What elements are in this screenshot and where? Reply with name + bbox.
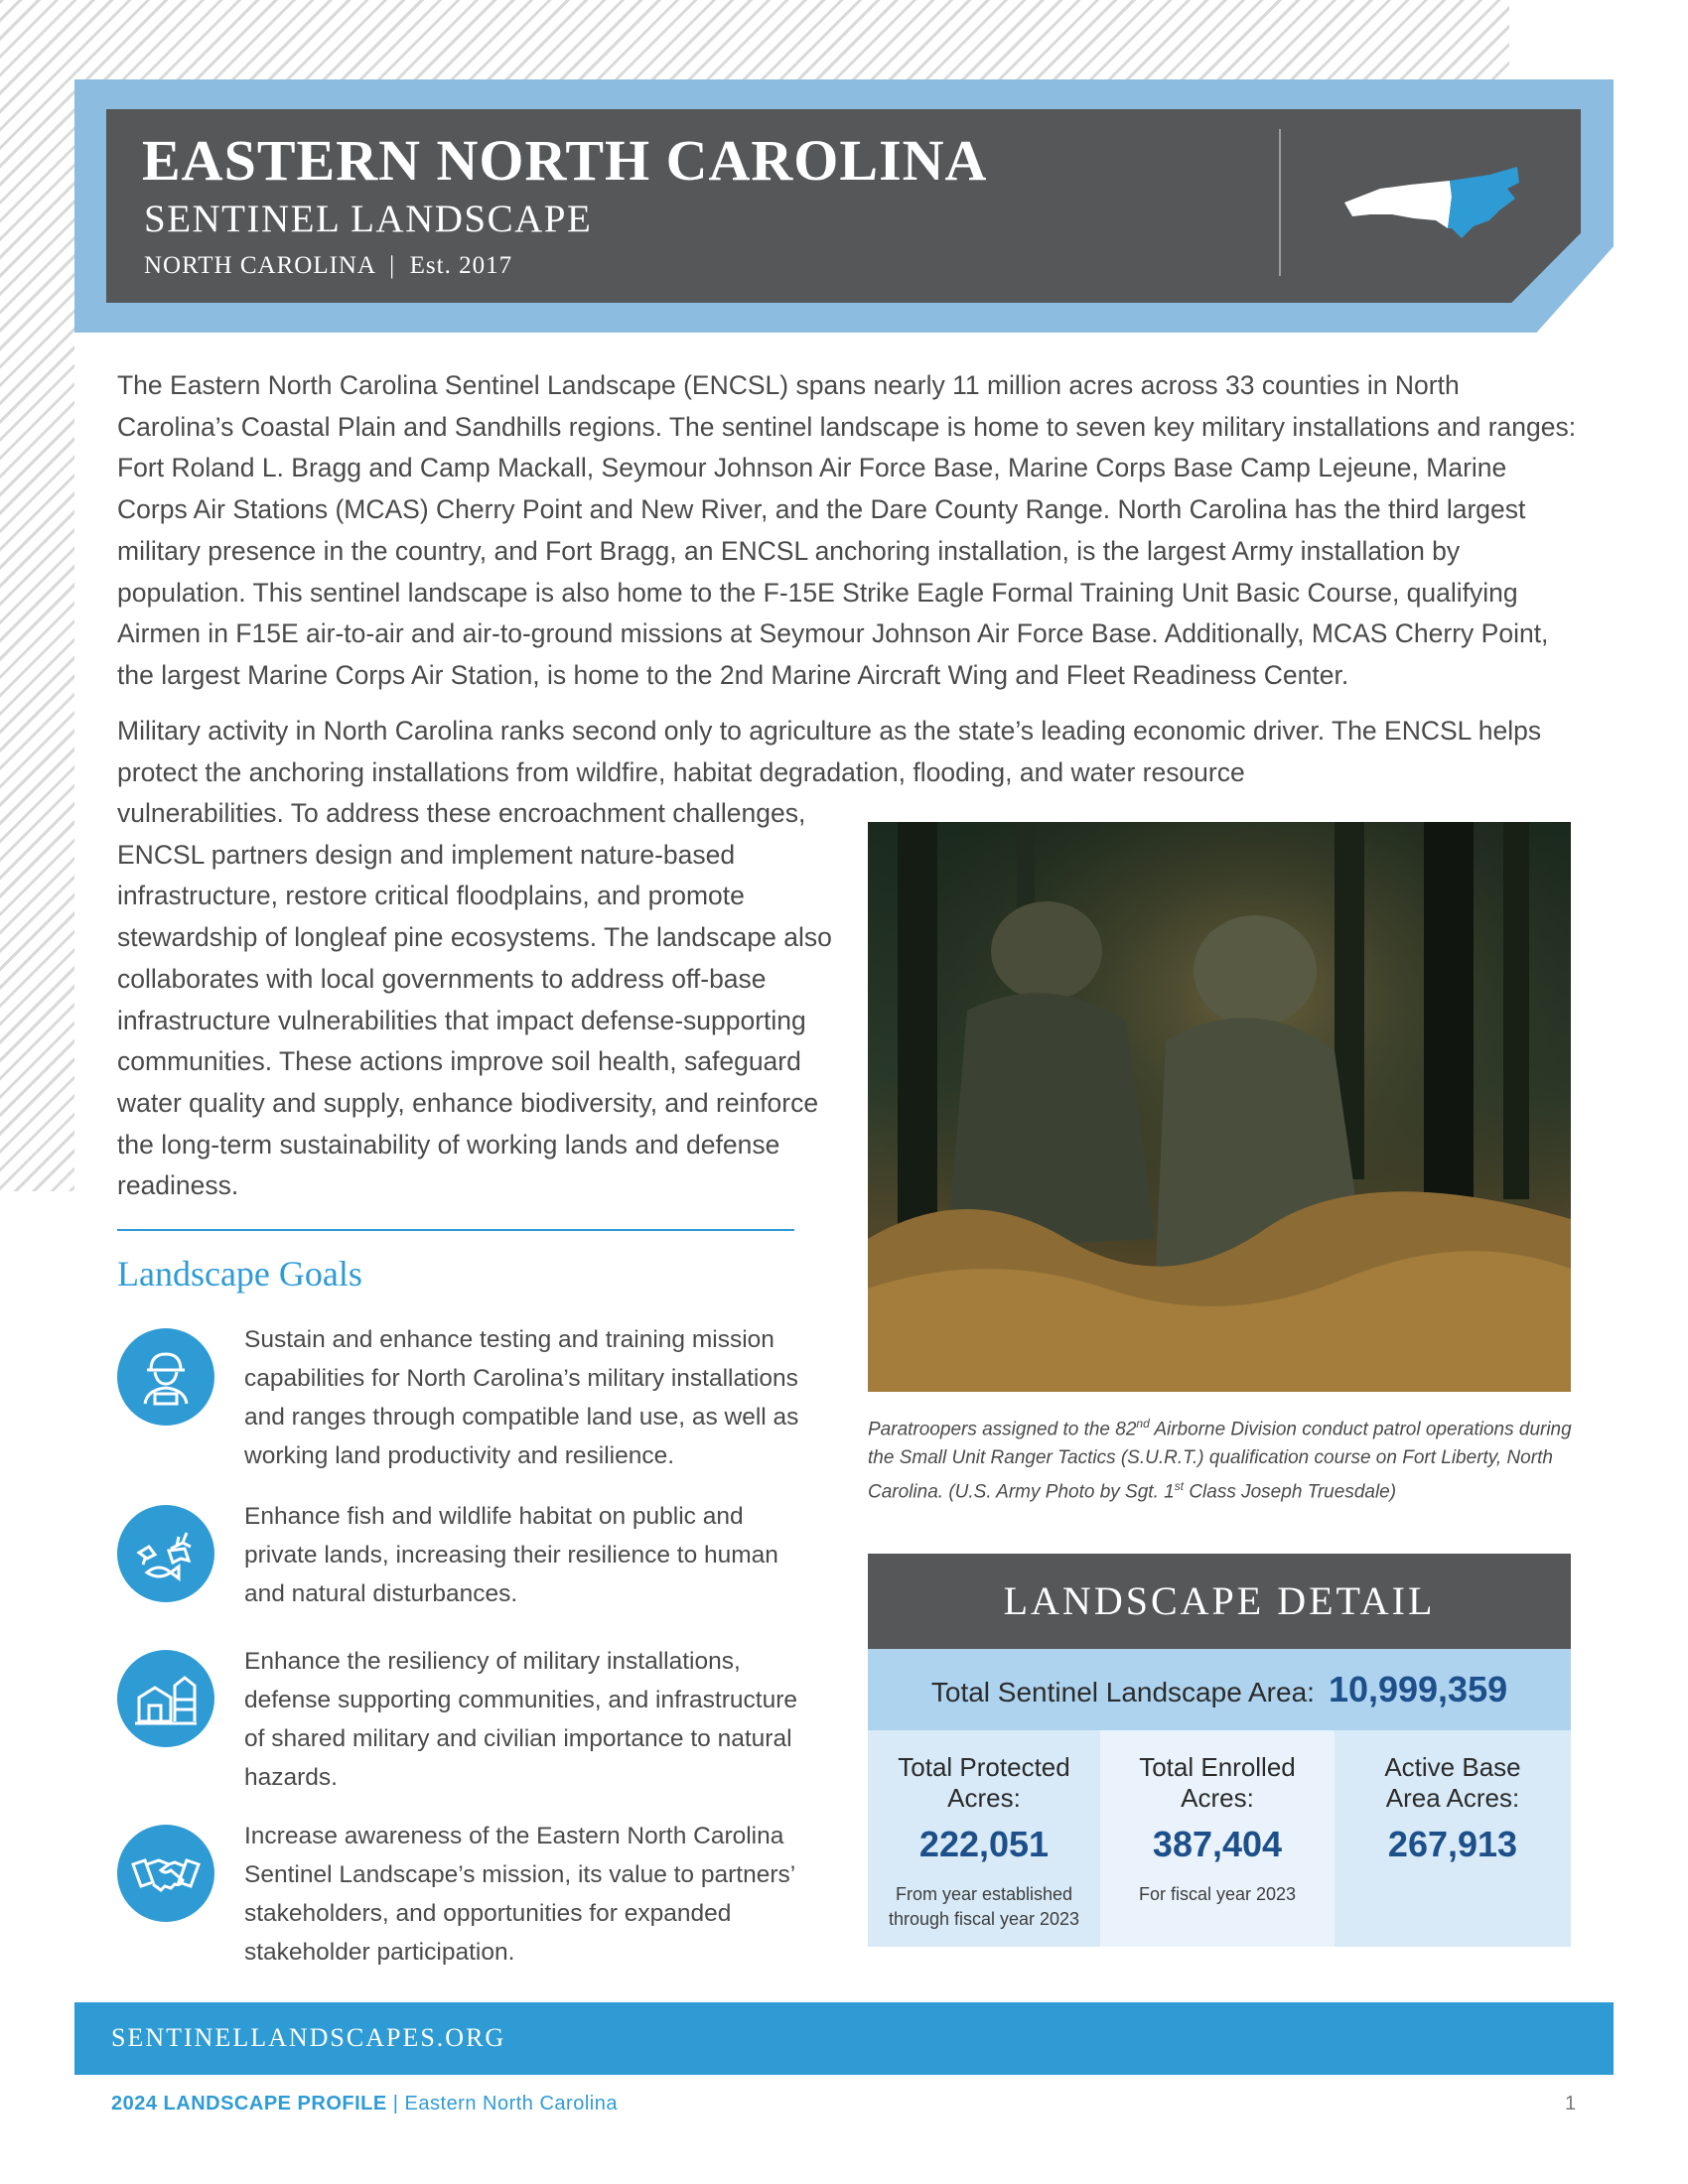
total-area-label: Total Sentinel Landscape Area: bbox=[930, 1677, 1315, 1707]
total-area-row bbox=[868, 1649, 1571, 1730]
website-link[interactable]: SENTINELLANDSCAPES.ORG bbox=[111, 2023, 506, 2052]
soldier-icon bbox=[117, 1328, 214, 1426]
photo-caption bbox=[868, 1410, 1575, 1507]
soldiers-photo bbox=[868, 822, 1571, 1392]
goals-divider bbox=[117, 1229, 794, 1231]
total-area-value: 10,999,359 bbox=[1328, 1669, 1508, 1709]
base-area-acres-value: 267,913 bbox=[1387, 1824, 1518, 1864]
goal-text: Enhance fish and wildlife habitat on public and private lands, increasing their resilience to human and natural disturbances. bbox=[244, 1503, 778, 1607]
caption-text-3: Class Joseph Truesdale) bbox=[1184, 1481, 1397, 1503]
north-carolina-map-icon bbox=[1340, 159, 1524, 248]
protected-acres-value: 222,051 bbox=[918, 1824, 1050, 1864]
page-number: 1 bbox=[1565, 2093, 1577, 2115]
goal-text: Enhance the resiliency of military installations, defense supporting communities, and infrastructure of shared military and civilian importance to natural hazards. bbox=[244, 1648, 797, 1791]
caption-superscript-1: nd bbox=[1136, 1417, 1150, 1431]
base-area-acres-label: Active Base Area Acres: bbox=[1384, 1752, 1521, 1813]
landscape-detail-heading: LANDSCAPE DETAIL bbox=[868, 1554, 1571, 1649]
enrolled-acres-note: For fiscal year 2023 bbox=[1138, 1884, 1297, 1904]
state-established: NORTH CAROLINA | Est. 2017 bbox=[144, 252, 513, 279]
caption-text-1: Paratroopers assigned to the 82 bbox=[868, 1419, 1137, 1440]
header-divider bbox=[1279, 129, 1281, 276]
photo-illustration bbox=[868, 822, 1571, 1392]
protected-acres-cell bbox=[868, 1730, 1100, 1947]
wildlife-icon bbox=[117, 1505, 214, 1602]
enrolled-acres-value: 387,404 bbox=[1152, 1824, 1283, 1864]
nc-east-region bbox=[1448, 167, 1519, 238]
infrastructure-icon bbox=[117, 1650, 214, 1747]
page-title: EASTERN NORTH CAROLINA bbox=[142, 128, 988, 193]
enrolled-acres-label: Total Enrolled Acres: bbox=[1139, 1752, 1296, 1813]
handshake-icon bbox=[117, 1825, 214, 1922]
intro-paragraph: The Eastern North Carolina Sentinel Landscape (ENCSL) spans nearly 11 million acres across 33 counties in North Carolina’s Coastal Plain and Sandhills regions. The sentinel landscape is home to seven key military installations and ranges: Fort Roland L. Bragg and Camp Mackall, Seymour Johnson Air Force Base, Marine Corps Base Camp Lejeune, Marine Corps Air Stations (MCAS) Cherry Point and New River, and the Dare County Range. North Carolina has the third largest military presence in the country, and Fort Bragg, an ENCSL anchoring installation, is the largest Army installation by population. This sentinel landscape is also home to the F-15E Strike Eagle Formal Training Unit Basic Course, qualifying Airmen in F15E air-to-air and air-to-ground missions at Seymour Johnson Air Force Base. Additionally, MCAS Cherry Point, the largest Marine Corps Air Station, is home to the 2nd Marine Aircraft Wing and Fleet Readiness Center. bbox=[117, 370, 1577, 690]
caption-text-2: Airborne Division conduct patrol operations during the Small Unit Ranger Tactics (S.U.R.T.) qualification course on Fort Liberty, North Carolina. (U.S. Army Photo by Sgt. 1 bbox=[868, 1419, 1572, 1503]
protected-acres-note: From year established through fiscal year 2023 bbox=[888, 1884, 1080, 1929]
protected-acres-label: Total Protected Acres: bbox=[898, 1752, 1070, 1813]
base-area-acres-cell bbox=[1335, 1730, 1571, 1947]
profile-landscape-name: | Eastern North Carolina bbox=[386, 2093, 618, 2115]
goals-heading: Landscape Goals bbox=[117, 1254, 362, 1294]
profile-year-label: 2024 LANDSCAPE PROFILE bbox=[111, 2093, 387, 2115]
enrolled-acres-cell bbox=[1100, 1730, 1335, 1947]
caption-superscript-2: st bbox=[1174, 1479, 1185, 1494]
page-subtitle: SENTINEL LANDSCAPE bbox=[144, 198, 593, 240]
economic-paragraph-rest: vulnerabilities. To address these encroachment challenges, ENCSL partners design and implement nature-based infrastructure, restore critical floodplains, and promote stewardship of longleaf pine ecosystems. The landscape also collaborates with local governments to address off-base infrastructure vulnerabilities that impact defense-supporting communities. These actions improve soil health, safeguard water quality and supply, enhance biodiversity, and reinforce the long-term sustainability of working lands and defense readiness. bbox=[117, 798, 832, 1201]
nc-west-region bbox=[1344, 181, 1452, 228]
goal-text: Sustain and enhance testing and training mission capabilities for North Carolina’s military installations and ranges through compatible land use, as well as working land productivity and resilience. bbox=[244, 1326, 799, 1469]
goal-text: Increase awareness of the Eastern North Carolina Sentinel Landscape’s mission, its value to partners’ stakeholders, and opportunities for expanded stakeholder participation. bbox=[244, 1823, 795, 1966]
profile-label bbox=[111, 2093, 618, 2116]
economic-paragraph-top: Military activity in North Carolina ranks second only to agriculture as the state’s leading economic driver. The ENCSL helps protect the anchoring installations from wildfire, habitat degradation, flooding, and water resource bbox=[117, 716, 1542, 787]
